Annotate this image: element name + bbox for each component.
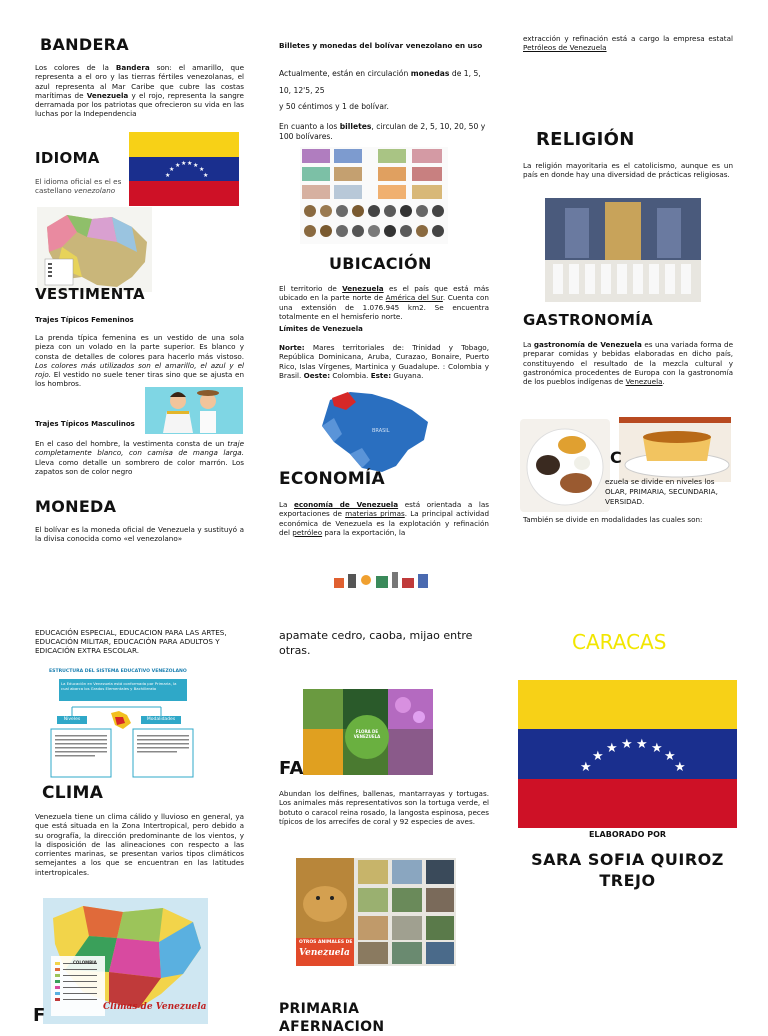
fauna-label-2: Venezuela (299, 948, 350, 958)
educ-line-3: VERSIDAD. (605, 497, 645, 506)
economia-text (279, 500, 489, 537)
svg-text:★: ★ (199, 165, 205, 173)
masc-text-1: En el caso del hombre, la vestimenta consta de un (35, 439, 228, 448)
economia-link[interactable]: economía de Venezuela (294, 500, 399, 509)
billetes-line-3: y 50 céntimos y 1 de bolívar. (279, 102, 389, 111)
religion-text: La religión mayoritaria es el catolicismo, aunque es un país en donde hay una diversidad de prácticas religiosas. (523, 161, 733, 180)
masc-title: Trajes Típicos Masculinos (35, 420, 135, 428)
fem-text-3: El vestido no suele tener tiras sino que se ajusta en los hombros. (35, 370, 244, 389)
primaria-title-line-1: PRIMARIA (279, 1001, 360, 1017)
flag-stars (129, 157, 239, 182)
venezuela-link-2[interactable]: Venezuela (342, 284, 384, 293)
billetes-title: Billetes y monedas del bolívar venezolano en uso (279, 41, 483, 50)
gastro-c: es una variada forma de preparar comidas y bebidas elaboradas en dicho país, constituyendo el resultado de la mezcla cultural y gastronómica procedentes de Europa con la gastronomía de los pueblos indígenas de (523, 340, 734, 387)
fauna-text: Abundan los delfines, ballenas, mantarrayas y tortugas. Los animales más representativos son la tortuga verde, el botuto o caracol reina rosado, la langosta espinosa, peces típicos de los arrecifes de coral y 92 especies de aves. (279, 789, 489, 826)
svg-text:★: ★ (181, 159, 187, 167)
svg-text:★: ★ (203, 171, 209, 179)
svg-text:★: ★ (651, 741, 663, 757)
traditional-costume-image (145, 387, 243, 434)
primaria-title (279, 1000, 384, 1036)
flag-large-stars (518, 729, 737, 779)
modalidades-label: Modalidades (141, 716, 181, 724)
fauna-label: OTROS ANIMALES DE (299, 940, 353, 945)
church-image (545, 198, 701, 302)
flora-label: FLORA DE VENEZUELA (353, 729, 381, 739)
svg-text:★: ★ (193, 161, 199, 169)
quesillo-image (619, 417, 731, 482)
educacion-modalidades-intro: También se divide en modalidades las cuales son: (523, 515, 703, 524)
flora-image (303, 689, 433, 775)
masc-text (35, 439, 244, 476)
gastro-a: La (523, 340, 534, 349)
flora-text-end: apamate cedro, caoba, mijao entre otras. (279, 629, 473, 657)
gastro-dot: . (662, 377, 665, 387)
limites-norte: Mares territoriales de: Trinidad y Tobago, República Dominicana, Aruba, Curazao, Bonaire, Puerto Rico, Islas Vírgenes, Martinica y Guadalupe. : Colombia y Brasil. (279, 343, 489, 380)
svg-text:★: ★ (187, 159, 193, 167)
fem-text (35, 333, 244, 389)
masc-text-2: traje completamente blanco, con camisa de manga larga. (35, 439, 244, 458)
moneda-title: MONEDA (35, 497, 117, 516)
economy-icons-image (330, 566, 434, 594)
billetes-line-1a: Actualmente, están en circulación (279, 69, 411, 78)
educacion-text (605, 477, 733, 507)
billetes-para-c: , circulan de 2, 5, 10, 20, 50 y 100 bolívares. (279, 122, 486, 141)
fauna-image (296, 858, 456, 966)
south-america-map (312, 388, 434, 472)
ubicacion-title: UBICACIÓN (329, 254, 432, 273)
svg-text:★: ★ (664, 749, 676, 765)
vestimenta-title: VESTIMENTA (35, 285, 145, 303)
food-plate-image (520, 419, 610, 512)
fauna-title-partial: FA (279, 758, 304, 779)
limites-este-label: Este: (370, 370, 392, 380)
venezuela-link-3[interactable]: Venezuela (625, 377, 663, 387)
idioma-text (35, 177, 135, 196)
svg-text:★: ★ (606, 741, 618, 757)
econ-a: La (279, 500, 295, 509)
niveles-label: Niveles (57, 716, 87, 724)
religion-title: RELIGIÓN (536, 129, 635, 150)
ubic-c: . Cuenta con una extensión de 1.076.945 km2. Se encuentra totalmente en el hemisferio norte. (279, 293, 489, 321)
venezuela-link[interactable]: Venezuela (86, 90, 129, 100)
econ-c: . La principal actividad económica de Venezuela es la explotación y refinación del (279, 509, 490, 537)
svg-text:★: ★ (165, 171, 171, 179)
author-name: SARA SOFIA QUIROZ TREJO (531, 850, 724, 890)
econ-b: está orientada a las exportaciones de (279, 500, 489, 519)
idioma-line-2 (35, 186, 135, 195)
caracas-title: CARACAS (572, 630, 667, 654)
climate-map-image (43, 898, 208, 1024)
pdvsa-a: extracción y refinación está a cargo la empresa estatal (523, 34, 733, 43)
billetes-line-1b: monedas (410, 69, 450, 78)
billetes-para (279, 122, 491, 142)
bandera-title: BANDERA (40, 35, 129, 54)
primaria-title-line-2: AFERNACION (279, 1019, 385, 1035)
partial-heading-f: F (33, 1005, 46, 1026)
climate-map-label: Climas de Venezuela (103, 1002, 207, 1012)
billetes-para-b: billetes (339, 122, 372, 131)
gastronomia-title: GASTRONOMÍA (523, 311, 653, 329)
svg-text:★: ★ (592, 749, 604, 765)
climate-map-legend-title: COLOMBIA (73, 960, 97, 965)
svg-text:BRASIL: BRASIL (372, 428, 390, 434)
fem-title: Trajes Típicos Femeninos (35, 316, 134, 324)
modalidades-text: EDUCACIÓN ESPECIAL, EDUCACION PARA LAS ARTES, EDUCACIÓN MILITAR, EDUCACIÓN PARA ADULTOS Y EDICACIÓN EXTRA ESCOLAR. (35, 628, 227, 655)
money-image (300, 147, 448, 244)
materias-primas-link[interactable]: materias primas (345, 509, 405, 519)
idioma-line-1: El idioma oficial es el es (35, 177, 122, 186)
education-structure-diagram (45, 667, 197, 780)
gastronomia-text (523, 340, 733, 386)
bandera-link[interactable]: Bandera (115, 63, 150, 72)
billetes-text (279, 66, 491, 116)
bandera-text-2: son: el amarillo, que representa a el oro y las tierras fértiles venezolanas, el azul representa al Mar Caribe que cubre las costas marítimas de (35, 63, 244, 100)
educacion-title-partial: C (610, 448, 623, 467)
svg-text:★: ★ (175, 161, 181, 169)
econ-d: para la exportación, la (322, 527, 406, 537)
idioma-title: IDIOMA (35, 149, 100, 167)
svg-text:★: ★ (580, 760, 592, 776)
bandera-text-1: Los colores de la (35, 63, 116, 72)
fem-text-1: La prenda típica femenina es un vestido de una sola pieza con un volado en la parte superior. Es blanco y consta de detalles de colores para hacerlo más vistoso. (35, 333, 244, 361)
idioma-text-a: castellano (35, 186, 74, 196)
svg-text:★: ★ (636, 737, 648, 753)
bandera-text-3: y el rojo, representa la sangre derramada por los patriotas que ofrecieron su vida en las luchas por la Independencia (35, 90, 244, 119)
moneda-text: El bolívar es la moneda oficial de Venezuela y sustituyó a la divisa conocida como «el venezolano» (35, 525, 244, 544)
educ-line-1: ezuela se divide en niveles los (605, 477, 715, 486)
billetes-para-a: En cuanto a los (279, 122, 340, 131)
svg-text:★: ★ (674, 760, 686, 776)
limites-este: Guyana. (391, 370, 424, 380)
linguistic-map-image (37, 207, 152, 292)
billetes-line-2: 10, 12'5, 25 (279, 85, 325, 95)
clima-title: CLIMA (42, 783, 104, 803)
bandera-text (35, 63, 244, 119)
petroleo-text (523, 34, 733, 53)
estructura-title: ESTRUCTURA DEL SISTEMA EDUCATIVO VENEZOLANO (49, 669, 187, 674)
pdvsa-link[interactable]: Petróleos de Venezuela (523, 43, 607, 53)
ubic-a: El territorio de (279, 284, 343, 293)
svg-text:★: ★ (169, 165, 175, 173)
estructura-box: La Educación en Venezuela está conformada por Primaria, la cual abarca los Grados Elementales y Bachillerato (59, 679, 187, 701)
diagram-lines (45, 667, 197, 780)
gastro-b: gastronomía de Venezuela (533, 340, 642, 349)
billetes-line-1 (279, 66, 491, 83)
elaborado-por: ELABORADO POR (588, 830, 667, 839)
ubicacion-text (279, 284, 489, 321)
billetes-line-1c: de 1, 5, (449, 69, 481, 78)
limites-title: Límites de Venezuela (279, 325, 363, 333)
idioma-text-b: venezolano (73, 186, 116, 196)
clima-text: Venezuela tiene un clima cálido y lluvioso en general, ya que está situada en la Zona Intertropical, pero debido a su orografía, la dirección predominante de los vientos, y la disposición de las alineaciones con respecto a las corrientes marinas, se presentan varios tipos climáticos semejantes a los que se encuentran en las latitudes intertropicales. (35, 812, 244, 877)
venezuela-flag-small (129, 132, 239, 206)
educ-line-2: OLAR, PRIMARIA, SECUNDARIA, (605, 487, 718, 496)
limites-oeste: Colombia. (330, 370, 371, 380)
limites-oeste-label: Oeste: (303, 370, 331, 380)
venezuela-flag-large (518, 680, 737, 828)
petroleo-link[interactable]: petróleo (292, 527, 323, 537)
limites-text (279, 343, 489, 380)
masc-text-3: Lleva como detalle un sombrero de color marrón. Los zapatos son de color negro (35, 457, 244, 476)
economia-title: ECONOMÍA (279, 469, 386, 489)
america-del-sur-link[interactable]: América del Sur (385, 293, 443, 303)
svg-text:★: ★ (621, 737, 633, 753)
ubic-b: es el país que está más ubicado en la parte norte de (279, 284, 489, 303)
limites-norte-label: Norte: (279, 343, 305, 352)
fem-text-2: Los colores más utilizados son el amarillo, el azul y el rojo. (35, 360, 244, 380)
